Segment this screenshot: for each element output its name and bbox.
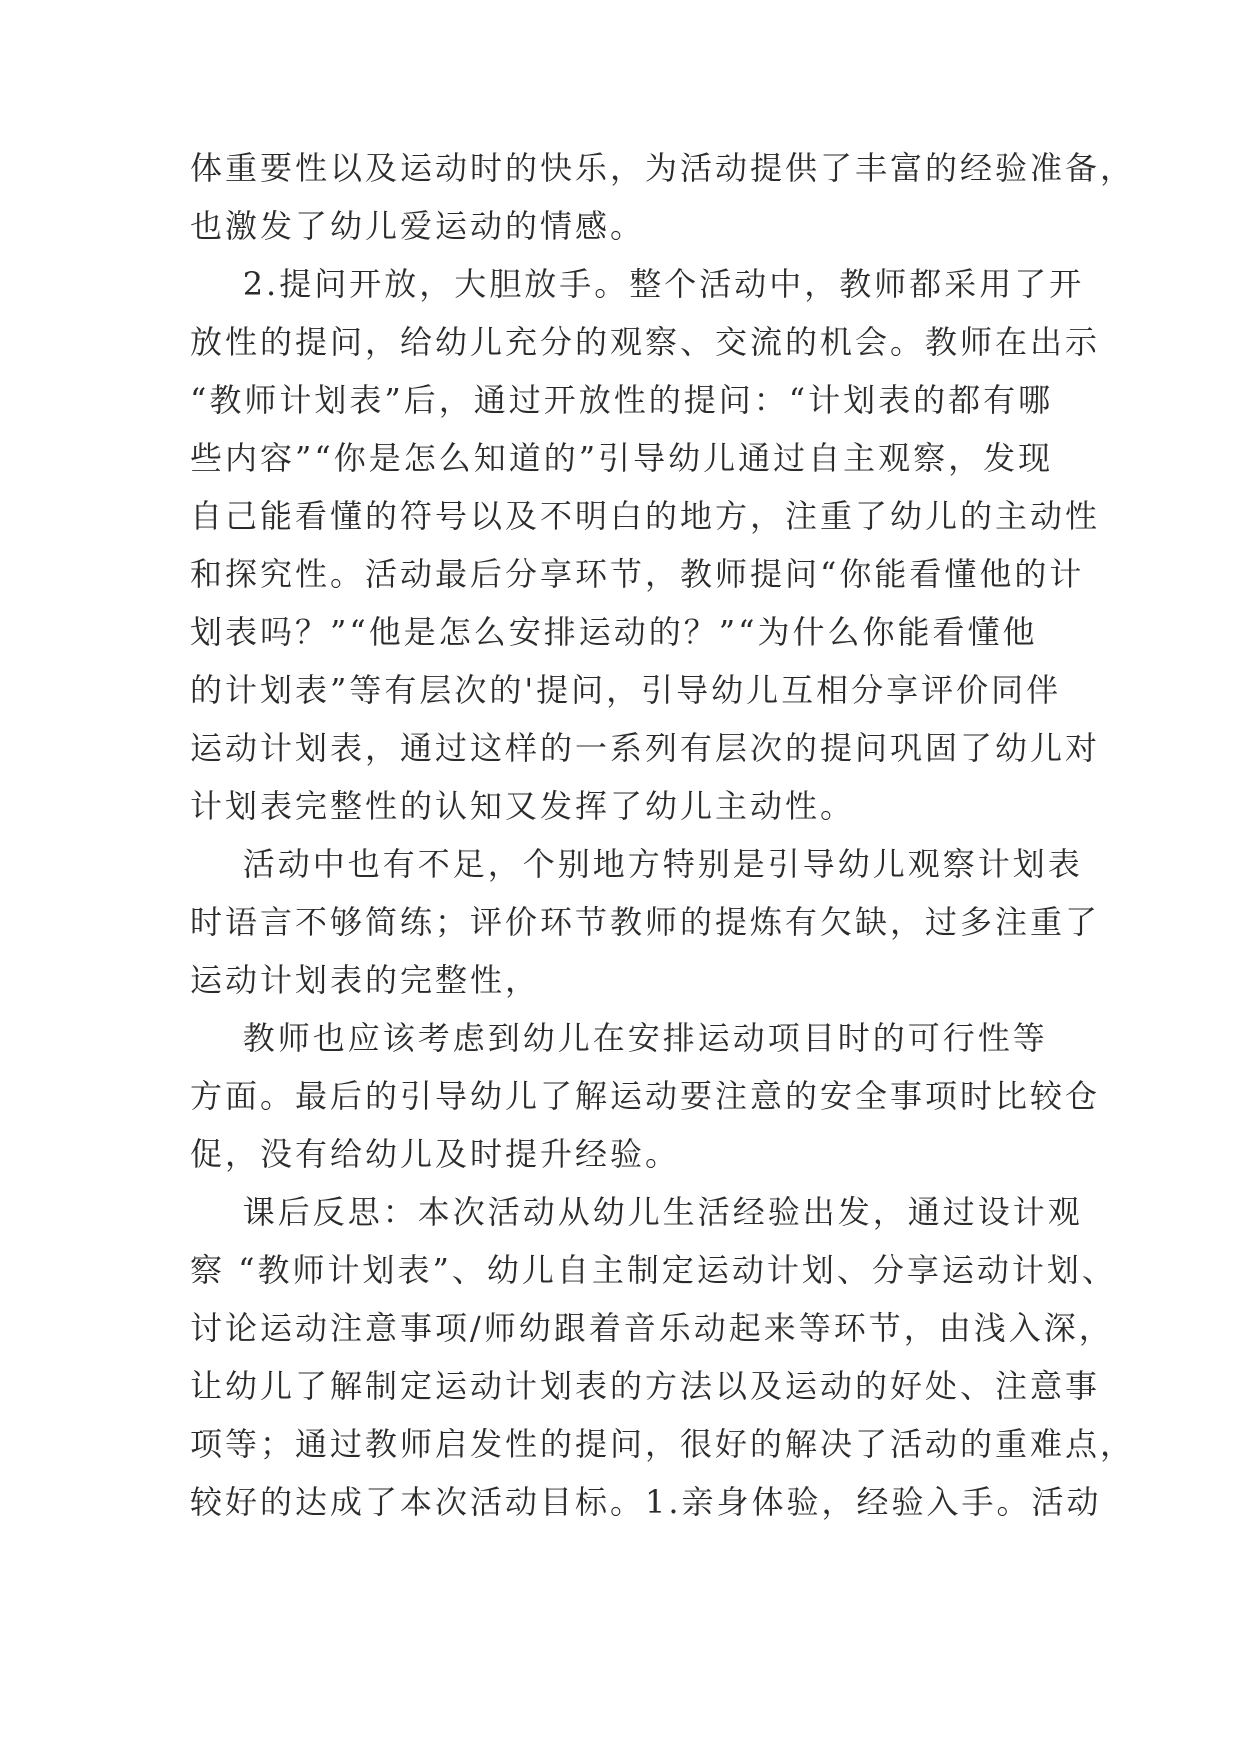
- text-line: 较好的达成了本次活动目标。1.亲身体验，经验入手。活动: [190, 1483, 1102, 1521]
- text-line: 运动计划表，通过这样的一系列有层次的提问巩固了幼儿对: [190, 729, 1101, 767]
- text-line: 活动中也有不足，个别地方特别是引导幼儿观察计划表: [190, 845, 1083, 883]
- text-line: 方面。最后的引导幼儿了解运动要注意的安全事项时比较仓: [190, 1077, 1101, 1115]
- text-line: 和探究性。活动最后分享环节，教师提问“你能看懂他的计: [190, 555, 1085, 593]
- text-line: 自己能看懂的符号以及不明白的地方，注重了幼儿的主动性: [190, 497, 1101, 535]
- text-line: 让幼儿了解制定运动计划表的方法以及运动的好处、注意事: [190, 1367, 1101, 1405]
- text-line: 察 “教师计划表”、幼儿自主制定运动计划、分享运动计划、: [190, 1251, 1117, 1289]
- text-line: 时语言不够简练；评价环节教师的提炼有欠缺，过多注重了: [190, 903, 1101, 941]
- text-line: 体重要性以及运动时的快乐，为活动提供了丰富的经验准备，: [190, 149, 1136, 187]
- text-line: 放性的提问，给幼儿充分的观察、交流的机会。教师在出示: [190, 323, 1101, 361]
- text-line: 划表吗？”“他是怎么安排运动的？”“为什么你能看懂他: [190, 613, 1038, 651]
- text-line: “教师计划表”后，通过开放性的提问：“计划表的都有哪: [190, 381, 1054, 419]
- text-line: 计划表完整性的认知又发挥了幼儿主动性。: [190, 787, 856, 825]
- text-line: 教师也应该考虑到幼儿在安排运动项目时的可行性等: [190, 1019, 1048, 1057]
- text-line: 课后反思：本次活动从幼儿生活经验出发，通过设计观: [190, 1193, 1083, 1231]
- text-line: 些内容”“你是怎么知道的”引导幼儿通过自主观察，发现: [190, 439, 1054, 477]
- text-line: 促，没有给幼儿及时提升经验。: [190, 1135, 681, 1173]
- text-line: 讨论运动注意事项/师幼跟着音乐动起来等环节，由浅入深，: [190, 1309, 1114, 1347]
- text-line: 运动计划表的完整性，: [190, 961, 541, 999]
- text-line: 项等；通过教师启发性的提问，很好的解决了活动的重难点，: [190, 1425, 1136, 1463]
- text-line: 2.提问开放，大胆放手。整个活动中，教师都采用了开: [190, 265, 1085, 303]
- text-line: 的计划表”等有层次的'提问，引导幼儿互相分享评价同伴: [190, 671, 1062, 709]
- text-line: 也激发了幼儿爱运动的情感。: [190, 207, 646, 245]
